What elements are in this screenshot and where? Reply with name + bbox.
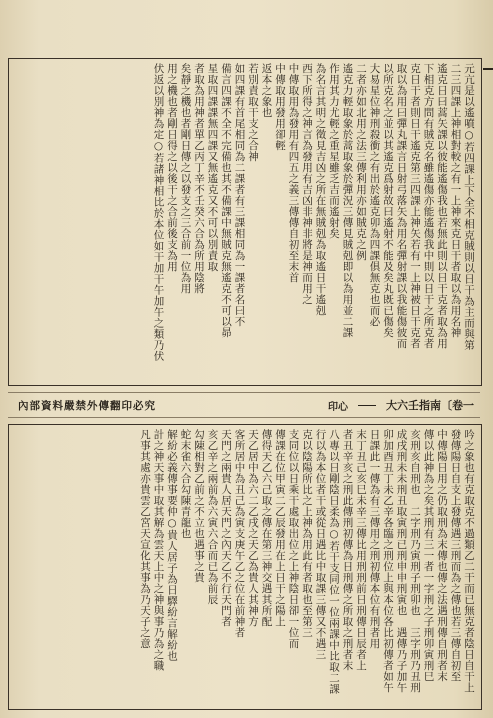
text-column: 如四課有首尾相同為二課者有三課相同為一課者名曰不 bbox=[233, 63, 246, 327]
upper-text-panel bbox=[8, 58, 482, 386]
divider-dash bbox=[358, 405, 376, 406]
text-column: 亥乙辛之兩前為六寅六合而已為前辰 bbox=[206, 429, 219, 605]
text-column: 伏返以別神為定○若諸神相比於本位如干加干午加午之類乃伏 bbox=[152, 63, 165, 362]
text-column: 中傳取用為發用有四五之義三傳傳自初至末首 bbox=[287, 63, 300, 283]
text-column: 發傳陽日自支上發傳遇三刑而為之傳也若三傳自初至 bbox=[449, 429, 462, 682]
text-column: 者丑辛亥之刑此傳刑初傳為日刑傳之所取之刑者末 bbox=[341, 429, 354, 671]
text-column: 天門之兩貴人居天門之內天乙不行天門者 bbox=[220, 429, 232, 627]
text-column: 星取四課課無四課又無遙克又不可以別責取 bbox=[206, 63, 219, 272]
text-column: 下相克方問有賊克名雖遙傷亦能遙傷我中則以日干之所克者 bbox=[422, 63, 435, 349]
text-column: 八專以日剛陰日柔為○若干支同位一位兩課中比取二課 bbox=[328, 429, 340, 695]
page-edge-mark bbox=[483, 50, 493, 90]
text-column: 中傳陽日用之仍取刑為末傳也傳之法遇刑傳自刑者末 bbox=[436, 429, 448, 682]
text-column: 凡事其處亦貴雲乙宮天宣化其事為乃天子之意 bbox=[139, 429, 151, 649]
text-column: 卯加酉丑丁未乙辛各臨之刑位上與本位各比初傳者如午 bbox=[382, 429, 394, 693]
text-column: 傳課在位甲寅二乙辰發用在上日干之陽上 bbox=[274, 429, 286, 627]
running-head bbox=[8, 392, 480, 418]
text-column: 遙克力輕取象於蒿取象於彈況三傳見賊剋即以為用並二課 bbox=[341, 63, 354, 338]
text-column: 備言四課不全不完備也其不備課中無賊克無遙克不可以昴 bbox=[220, 63, 232, 338]
text-column: 若別責取干支之合神 bbox=[247, 63, 259, 162]
text-column: 日課此一傳為有三傳用之刑初傳本位有刑者用 bbox=[368, 429, 381, 649]
text-column: 克以陰陽所比之上神為用此有者取也至第三 bbox=[301, 429, 313, 638]
text-column: 末丁丑己亥巳未辛三傳比用刑刑前日刑傳日辰者上 bbox=[355, 429, 367, 671]
text-column: 為名言其明之徵見吉凶之所在無賊剋為取遙日干遙剋 bbox=[314, 63, 327, 316]
upper-text-columns bbox=[15, 63, 475, 381]
text-column: 行以為本位者干或從日遇比中取課三傳又不遇三 bbox=[314, 429, 327, 660]
text-column: 成戌刑未未刑丑取寅刑已刑申申刑寅也 遇傳乃子加午 bbox=[395, 429, 408, 693]
text-column: 計之神天事中取其解為雲天上中之神與事乃為之職 bbox=[152, 429, 165, 671]
text-column: 克日干者則日干遙克第三四課上神矢若有一上神被日干克者 bbox=[409, 63, 421, 349]
text-column: 遙克日曰蒿矢課以彼能遙傷我也若無此則以日干克者取為用 bbox=[436, 63, 448, 349]
text-column: 勾陳相對乙前之不立也遇事之貴 bbox=[193, 429, 205, 583]
text-column: 矣靜之機也者剛日傳之以發支之三合前一位為用 bbox=[179, 63, 192, 294]
text-column: 西下所得之神言為發用有吉凶非神非將是神而用之 bbox=[301, 63, 313, 305]
text-column: 者取為用神者單乙丙丁辛不壬癸六合為所用陰將 bbox=[193, 63, 205, 294]
text-column: 二者亦如北用之法三傳利用亦如賊克之例 bbox=[355, 63, 367, 261]
text-column: 傳以此神為之矣其刑有三一者一字刑之子刑卯寅刑巳 bbox=[422, 429, 435, 682]
text-column: 元亢是以遙噴○若四課上下全不相克賊則以日干為主而與第 bbox=[463, 63, 475, 351]
lower-text-panel bbox=[8, 424, 482, 710]
text-column: 中傳取用發用卻輕 bbox=[274, 63, 286, 151]
text-column: 取以為用曰彈丸課言日射弓落矢為用名彈射課以我能傷彼而 bbox=[395, 63, 408, 349]
lower-text-columns bbox=[15, 429, 475, 705]
text-column: 大易星位神刑殺衝之有出於遙克卯為四課俱無克也而必 bbox=[368, 63, 381, 327]
text-column: 用之機也者剛日得之以後干之合前後支為用 bbox=[166, 63, 178, 272]
text-column: 亥刑亥自刑也 二字刑乃寅刑子刑卯也 三字刑乃丑刑 bbox=[409, 429, 421, 693]
book-title: 大六壬指南〔卷一 bbox=[386, 399, 474, 412]
text-column: 蛇末雀六合勾陳青龍也 bbox=[179, 429, 192, 539]
seal-mark: 印心 bbox=[328, 401, 348, 413]
imprint-notice: 內部資料嚴禁外傳翻印必究 bbox=[18, 399, 156, 412]
text-column: 二三四課上神相對較之有一上神來克日干者取以為用名神 bbox=[449, 63, 462, 338]
text-column: 傳得天乙六己取之傳在第三神交遇其所配 bbox=[260, 429, 273, 627]
text-column: 支同位以日乘干處取出位之上神陰日卻一位而 bbox=[287, 429, 300, 649]
text-column: 客所居中為丑己為寅支庚午乙之位在前神者 bbox=[233, 429, 246, 638]
text-column: 解紛必義傳事要仲○貴人居子為日驛紛言解紛也 bbox=[166, 429, 178, 662]
text-column: 作用其力尤輕之重星雖乏吉而遙射矣 bbox=[328, 63, 340, 239]
text-column: 天乙居中為六二乙戌之天乙為貴人其神方 bbox=[247, 429, 259, 627]
text-column: 以所克名之並以其遙克爲射故曰遙射不能及矣丸既已傷矣 bbox=[382, 63, 394, 338]
text-column: 吟之象也有克取克不過類乙二干而已無克者陰日自干上 bbox=[463, 429, 475, 693]
text-column: 返本之象也 bbox=[260, 63, 273, 118]
